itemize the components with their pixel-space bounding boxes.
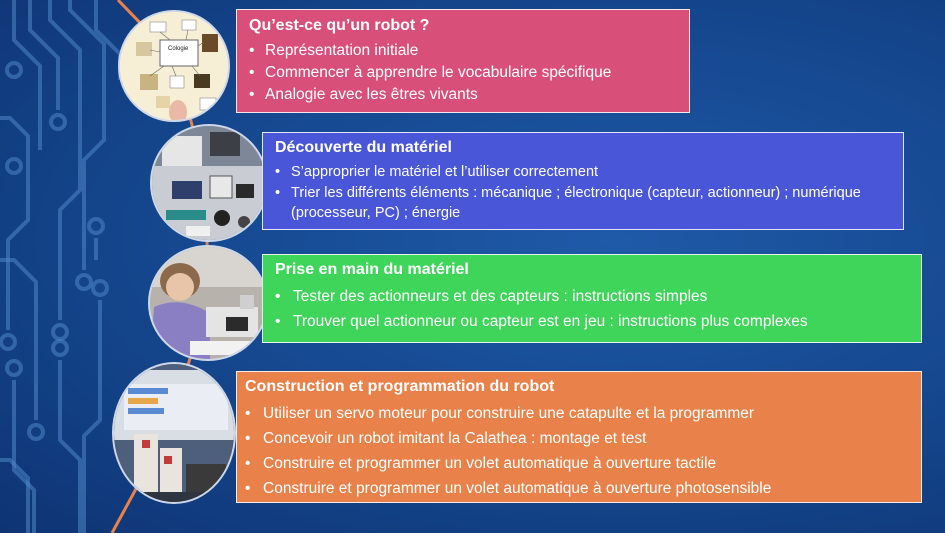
card-title: Construction et programmation du robot xyxy=(245,378,555,395)
bullet-list xyxy=(245,401,911,501)
card-what-is-a-robot xyxy=(236,9,690,113)
card-title: Découverte du matériel xyxy=(275,139,452,156)
card-robot-construction xyxy=(236,371,922,503)
card-title: Prise en main du matériel xyxy=(275,261,469,278)
list-item: • S’approprier le matériel et l’utiliser correctement xyxy=(275,162,893,183)
list-item: • Construire et programmer un volet automatique à ouverture photosensible xyxy=(245,476,911,501)
photo-robot-construction xyxy=(112,362,236,504)
list-item: • Tester des actionneurs et des capteurs : instructions simples xyxy=(275,284,911,309)
list-item: • Trier les différents éléments : mécanique ; électronique (capteur, actionneur) ; numérique (processeur, PC) ; énergie xyxy=(275,183,893,224)
photo-hardware-discovery xyxy=(150,124,268,242)
card-hardware-handling xyxy=(262,254,922,343)
list-item: • Commencer à apprendre le vocabulaire spécifique xyxy=(249,62,679,84)
card-hardware-discovery xyxy=(262,132,904,230)
construction-image xyxy=(114,364,236,504)
bullet-list xyxy=(249,40,679,106)
list-item: • Analogie avec les êtres vivants xyxy=(249,84,679,106)
hardware-image xyxy=(152,126,268,242)
list-item: • Concevoir un robot imitant la Calathea : montage et test xyxy=(245,426,911,451)
concept-map-image xyxy=(120,12,230,122)
bullet-list xyxy=(275,162,893,224)
list-item: • Utiliser un servo moteur pour construire une catapulte et la programmer xyxy=(245,401,911,426)
student-image xyxy=(150,247,268,361)
bullet-list xyxy=(275,284,911,334)
photo-student-testing xyxy=(148,245,268,361)
list-item: • Représentation initiale xyxy=(249,40,679,62)
photo-concept-map xyxy=(118,10,230,122)
list-item: • Trouver quel actionneur ou capteur est en jeu : instructions plus complexes xyxy=(275,309,911,334)
card-title: Qu’est-ce qu’un robot ? xyxy=(249,17,430,34)
list-item: • Construire et programmer un volet automatique à ouverture tactile xyxy=(245,451,911,476)
concept-map-center-label: Cologie xyxy=(168,46,189,52)
